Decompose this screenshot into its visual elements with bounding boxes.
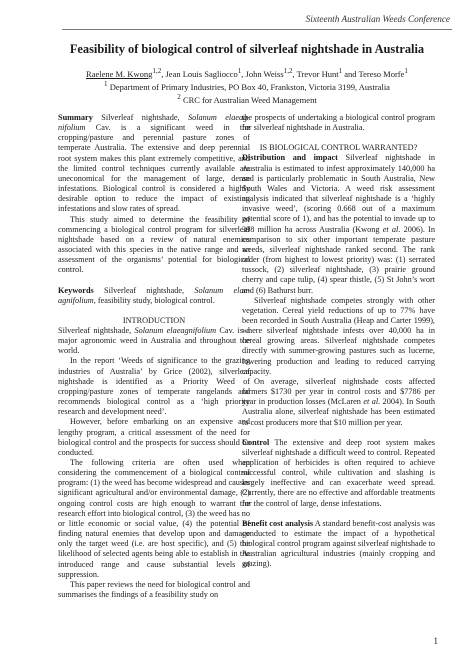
competition-paragraph: Silverleaf nightshade competes strongly with other vegetation. Cereal yield reductions of up to 77% have been recorded in South Australia (Heap and Carter 1999), where silverleaf nightshade infests over 40,000 ha in cereal growing areas. Silverleaf nightshade competes directly with summer-growing pastures such as lucerne, lowering production and leading to reduced carrying capacity. [242, 295, 435, 376]
author-name: , Trevor Hunt [292, 68, 339, 79]
intro-text: Cav. is a major agronomic weed in Australia and throughout the world. [58, 325, 250, 356]
author-name: and Tereso Morfe [342, 68, 405, 79]
introduction-heading: INTRODUCTION [122, 315, 186, 325]
paper-title: Feasibility of biological control of silverleaf nightshade in Australia [69, 42, 425, 56]
intro-paragraph-1 [58, 326, 250, 356]
author-sup: 1,2 [152, 67, 162, 75]
carry-over-paragraph: the prospects of undertaking a biological control program for silverleaf nightshade in Australia. [242, 113, 435, 133]
header-rule [62, 29, 452, 30]
affiliation-2 [40, 92, 454, 105]
summary-label: Summary [58, 113, 93, 122]
author-name: , John Weiss [241, 68, 284, 79]
author-sup: 1 [404, 67, 408, 75]
left-column [58, 113, 250, 600]
affiliation-1 [40, 79, 454, 92]
summary-paragraph-2: This study aimed to determine the feasibility of commencing a biological control program for silverleaf nightshade based on a review of natural enemies associated with this species in the native range and an assessment of the organisms’ potential for biological control. [58, 214, 250, 275]
author-sup: 1 [237, 67, 242, 75]
keywords-label: Keywords [58, 285, 94, 295]
author-line [40, 66, 454, 79]
right-column [242, 113, 435, 570]
intro-paragraph-2: In the report ‘Weeds of significance to the grazing industries of Australia’ by Grice (2002), silverleaf nightshade is identified as a Priority Weed of cropping/pasture zones of temperate rangelands and recommends biological control as a ‘high priority research and development need’. [58, 356, 250, 417]
body-text: 2004). In South Australia alone, silverleaf nightshade has been estimated to cost producers more that $10 million per year. [242, 397, 435, 427]
affil-text: CRC for Australian Weed Management [180, 95, 317, 106]
cost-paragraph [242, 377, 435, 428]
keywords-paragraph [58, 286, 250, 306]
et-al: et al. [382, 224, 401, 234]
affil-text: Department of Primary Industries, PO Box 40, Frankston, Victoria 3199, Australia [107, 82, 390, 93]
body-text: Silverleaf nightshade in Australia is estimated to infest approximately 140,000 ha and is particularly problematic in South Australia, New South Wales and Victoria. A weed risk assessment analysis indicated that silverleaf nightshade is a ‘highly invasive weed’, (scoring 0.668 out of a maximum potential score of 1), and has the potential to invade up to 398 million ha across Australia (Kwong [242, 153, 435, 234]
summary-paragraph [58, 113, 250, 215]
author-sup: 1 [338, 67, 343, 75]
benefit-cost-label: Benefit cost analysis [242, 518, 314, 528]
first-author: Raelene M. Kwong [86, 68, 153, 79]
benefit-cost-paragraph [242, 519, 435, 570]
distribution-paragraph [242, 153, 435, 295]
intro-paragraph-3: However, before embarking on an expensive and lengthy program, a critical assessment of the need for biological control and the prospects for success should be conducted. [58, 417, 250, 457]
summary-text: Silverleaf nightshade, [92, 113, 188, 122]
intro-text: Silverleaf nightshade, [58, 325, 135, 335]
section-heading: IS BIOLOGICAL CONTROL WARRANTED? [259, 143, 418, 153]
author-block [40, 66, 454, 106]
distribution-label: Distribution and impact [242, 153, 338, 163]
intro-paragraph-5: This paper reviews the need for biological control and summarises the findings of a feasibility study on [58, 579, 250, 600]
control-paragraph [242, 438, 435, 509]
spacer [58, 306, 250, 316]
control-label: Control [242, 437, 270, 447]
et-al: et al. [363, 397, 381, 407]
keywords-text: Silverleaf nightshade, [93, 285, 195, 295]
spacer [242, 133, 435, 143]
species-name: Solanum elaeagnifolium [134, 325, 217, 335]
body-text: A standard benefit-cost analysis was conducted to estimate the impact of a hypothetical biological control program against silverleaf nightshade to Australian agricultural industries (mainly cropping and grazing). [242, 518, 435, 569]
affil-sup: 2 [177, 93, 181, 102]
body-text: 2006). In comparison to six other important temperate pasture weeds, silverleaf nightshade ranked second. The rank order (from highest to lowest priority) was: (1) serrated tussock, (2) silverleaf nightshade, (3) prairie ground cherry and cape tulip, (4) spear thistle, (5) St John’s wort and (6) Bathurst burr. [242, 224, 435, 295]
affil-sup: 1 [104, 80, 108, 89]
body-text: The extensive and deep root system makes silverleaf nightshade a difficult weed to control. Repeated application of herbicides is often required to achieve successful control, while cultivation and slashing is largely ineffective and can exacerbate weed spread. Currently, there are no effective and affordable treatments for the control of large, dense infestations. [242, 437, 435, 508]
spacer [58, 276, 250, 286]
spacer [242, 428, 435, 438]
body-text: On average, silverleaf nightshade costs affected farmers $1730 per year in control costs and $7786 per year in production losses (McLaren [242, 376, 435, 407]
spacer [242, 509, 435, 519]
species-name: Solanum elaeag-nifolium [58, 113, 250, 133]
keywords-text: , feasibility study, biological control. [93, 295, 215, 305]
intro-paragraph-4: The following criteria are often used when considering the commencement of a biological control program: (1) the weed has become widespread and causes significant agricultural and/or environmental damage, (2) ongoing control costs are high enough to warrant the research effort into biological control, (3) the weed has no or little economic or social value, (4) the potential of finding natural enemies that develop upon and damage only the target weed (i.e. are host specific), and (5) the likelihood of selected agents being able to establish in the introduced range and cause substantial levels of suppression. [58, 458, 250, 579]
species-name: Solanum elae-agnifolium [58, 285, 250, 305]
author-sup: 1,2 [283, 67, 293, 75]
summary-text: Cav. is a significant weed in the cropping/pasture and perennial pasture zones of temperate Australia. The extensive and deep perennial root system makes this plant extremely competitive, and the limited control techniques currently available are uneconomical for the management of large, dense infestations. Biological control is considered a highly desirable option to reduce the impact of existing infestations and slow rates of spread. [58, 123, 250, 214]
author-name: , Jean Louis Sagliocco [161, 68, 238, 79]
running-head: Sixteenth Australian Weeds Conference [305, 14, 450, 24]
page-number: 1 [433, 636, 438, 646]
